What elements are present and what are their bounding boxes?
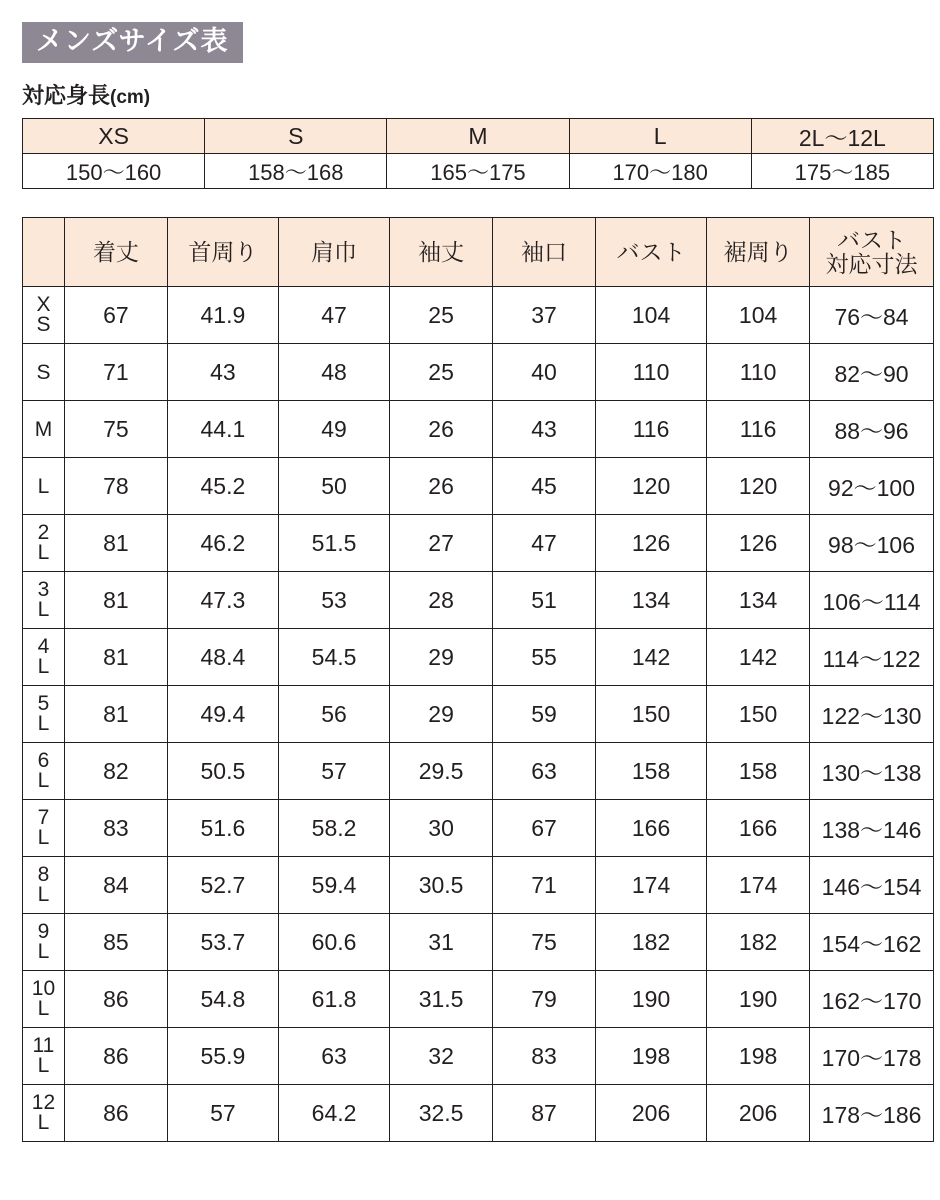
row-size-label-line1: 12 — [31, 1091, 56, 1115]
cell-kubimawari: 53.7 — [167, 914, 278, 971]
cell-bust-taio: 114〜122 — [810, 629, 934, 686]
size-col-sodetake — [390, 218, 493, 287]
cell-susomawari: 206 — [707, 1085, 810, 1142]
cell-bust: 150 — [595, 686, 706, 743]
size-col-susomawari-line1: 裾周り — [723, 238, 793, 265]
cell-kubimawari: 46.2 — [167, 515, 278, 572]
cell-bust-taio: 88〜96 — [810, 401, 934, 458]
height-col-s: S — [205, 119, 387, 154]
height-value-m: 165〜175 — [387, 154, 569, 189]
row-size-label — [23, 344, 65, 401]
cell-susomawari: 120 — [707, 458, 810, 515]
height-table — [22, 118, 934, 189]
size-table-body — [23, 287, 934, 1142]
row-size-label — [23, 1028, 65, 1085]
cell-kubimawari: 47.3 — [167, 572, 278, 629]
cell-susomawari: 116 — [707, 401, 810, 458]
cell-sodeguchi: 40 — [493, 344, 596, 401]
row-size-label-line2: L — [37, 940, 50, 963]
cell-kitake: 81 — [64, 572, 167, 629]
table-row — [23, 1085, 934, 1142]
row-size-label-line1: S — [36, 360, 51, 384]
cell-katahaba: 50 — [278, 458, 389, 515]
height-col-2l-12l: 2L〜12L — [751, 119, 933, 154]
row-size-label — [23, 914, 65, 971]
height-section-heading-unit: (cm) — [110, 87, 151, 108]
cell-sodetake: 32.5 — [390, 1085, 493, 1142]
cell-bust: 120 — [595, 458, 706, 515]
height-section-heading-text: 対応身長 — [22, 83, 111, 108]
cell-katahaba: 53 — [278, 572, 389, 629]
height-table-value-row — [23, 154, 934, 189]
cell-bust-taio: 92〜100 — [810, 458, 934, 515]
cell-bust-taio: 154〜162 — [810, 914, 934, 971]
cell-sodetake: 28 — [390, 572, 493, 629]
cell-sodeguchi: 87 — [493, 1085, 596, 1142]
cell-sodetake: 31 — [390, 914, 493, 971]
page-title: メンズサイズ表 — [22, 22, 243, 63]
table-row — [23, 857, 934, 914]
cell-bust-taio: 130〜138 — [810, 743, 934, 800]
height-col-xs: XS — [23, 119, 205, 154]
cell-sodetake: 25 — [390, 287, 493, 344]
table-row — [23, 629, 934, 686]
cell-bust: 190 — [595, 971, 706, 1028]
cell-bust: 142 — [595, 629, 706, 686]
cell-susomawari: 182 — [707, 914, 810, 971]
cell-kitake: 85 — [64, 914, 167, 971]
row-size-label-line1: 10 — [31, 977, 56, 1001]
cell-bust: 198 — [595, 1028, 706, 1085]
cell-bust: 166 — [595, 800, 706, 857]
row-size-label-line1: 9 — [37, 920, 50, 944]
row-size-label-line2: L — [37, 655, 50, 678]
height-table-header-row — [23, 119, 934, 154]
cell-sodeguchi: 83 — [493, 1028, 596, 1085]
row-size-label-line2: L — [37, 1054, 50, 1077]
cell-kitake: 81 — [64, 629, 167, 686]
cell-sodeguchi: 37 — [493, 287, 596, 344]
size-col-susomawari — [707, 218, 810, 287]
cell-katahaba: 61.8 — [278, 971, 389, 1028]
table-row — [23, 515, 934, 572]
cell-sodetake: 29 — [390, 629, 493, 686]
size-col-katahaba — [278, 218, 389, 287]
row-size-label — [23, 800, 65, 857]
cell-susomawari: 126 — [707, 515, 810, 572]
row-size-label-line2: L — [37, 883, 50, 906]
cell-bust-taio: 82〜90 — [810, 344, 934, 401]
cell-katahaba: 48 — [278, 344, 389, 401]
height-value-2l-12l: 175〜185 — [751, 154, 933, 189]
size-col-kitake — [64, 218, 167, 287]
cell-kubimawari: 49.4 — [167, 686, 278, 743]
cell-kubimawari: 48.4 — [167, 629, 278, 686]
size-col-bust — [595, 218, 706, 287]
cell-bust-taio: 138〜146 — [810, 800, 934, 857]
cell-susomawari: 150 — [707, 686, 810, 743]
table-row — [23, 572, 934, 629]
row-size-label-line2: S — [36, 313, 51, 336]
height-value-s: 158〜168 — [205, 154, 387, 189]
cell-kitake: 81 — [64, 515, 167, 572]
cell-kubimawari: 54.8 — [167, 971, 278, 1028]
height-col-m: M — [387, 119, 569, 154]
cell-sodeguchi: 79 — [493, 971, 596, 1028]
row-size-label-line2: L — [37, 826, 50, 849]
cell-susomawari: 158 — [707, 743, 810, 800]
row-size-label-line2: L — [37, 541, 50, 564]
table-row — [23, 800, 934, 857]
height-value-xs: 150〜160 — [23, 154, 205, 189]
cell-bust-taio: 98〜106 — [810, 515, 934, 572]
table-row — [23, 971, 934, 1028]
cell-sodetake: 30 — [390, 800, 493, 857]
cell-kubimawari: 57 — [167, 1085, 278, 1142]
row-size-label-line2: L — [37, 712, 50, 735]
cell-sodeguchi: 63 — [493, 743, 596, 800]
row-size-label — [23, 1085, 65, 1142]
cell-kubimawari: 43 — [167, 344, 278, 401]
cell-katahaba: 58.2 — [278, 800, 389, 857]
cell-kubimawari: 55.9 — [167, 1028, 278, 1085]
cell-sodetake: 26 — [390, 401, 493, 458]
cell-sodeguchi: 59 — [493, 686, 596, 743]
cell-bust: 110 — [595, 344, 706, 401]
cell-katahaba: 56 — [278, 686, 389, 743]
cell-kubimawari: 51.6 — [167, 800, 278, 857]
cell-bust-taio: 170〜178 — [810, 1028, 934, 1085]
cell-bust-taio: 122〜130 — [810, 686, 934, 743]
size-table-header-row — [23, 218, 934, 287]
cell-bust-taio: 162〜170 — [810, 971, 934, 1028]
row-size-label — [23, 287, 65, 344]
cell-sodetake: 29.5 — [390, 743, 493, 800]
cell-bust-taio: 76〜84 — [810, 287, 934, 344]
cell-bust: 182 — [595, 914, 706, 971]
cell-susomawari: 174 — [707, 857, 810, 914]
size-measurement-table — [22, 217, 934, 1142]
cell-bust: 126 — [595, 515, 706, 572]
cell-susomawari: 190 — [707, 971, 810, 1028]
height-col-l: L — [569, 119, 751, 154]
cell-sodetake: 31.5 — [390, 971, 493, 1028]
cell-kitake: 67 — [64, 287, 167, 344]
row-size-label — [23, 458, 65, 515]
cell-sodetake: 26 — [390, 458, 493, 515]
row-size-label-line1: M — [34, 417, 53, 441]
cell-kubimawari: 52.7 — [167, 857, 278, 914]
row-size-label — [23, 515, 65, 572]
cell-susomawari: 166 — [707, 800, 810, 857]
row-size-label-line1: 8 — [37, 863, 50, 887]
cell-kitake: 81 — [64, 686, 167, 743]
table-row — [23, 401, 934, 458]
size-col-bust-taio — [810, 218, 934, 287]
cell-kitake: 84 — [64, 857, 167, 914]
row-size-label — [23, 401, 65, 458]
row-size-label-line1: 5 — [37, 692, 50, 716]
cell-sodetake: 25 — [390, 344, 493, 401]
cell-katahaba: 59.4 — [278, 857, 389, 914]
cell-sodeguchi: 45 — [493, 458, 596, 515]
row-size-label-line1: L — [37, 474, 50, 498]
cell-sodeguchi: 67 — [493, 800, 596, 857]
size-table-corner — [23, 218, 65, 287]
cell-katahaba: 49 — [278, 401, 389, 458]
cell-sodeguchi: 43 — [493, 401, 596, 458]
cell-bust: 158 — [595, 743, 706, 800]
cell-kubimawari: 45.2 — [167, 458, 278, 515]
row-size-label-line2: L — [37, 769, 50, 792]
row-size-label — [23, 857, 65, 914]
cell-sodeguchi: 51 — [493, 572, 596, 629]
cell-susomawari: 142 — [707, 629, 810, 686]
cell-kitake: 71 — [64, 344, 167, 401]
cell-susomawari: 104 — [707, 287, 810, 344]
row-size-label-line1: 2 — [37, 521, 50, 545]
cell-susomawari: 110 — [707, 344, 810, 401]
size-col-bust-taio-line2: 対応寸法 — [825, 251, 918, 277]
row-size-label-line1: 3 — [37, 578, 50, 602]
cell-kitake: 83 — [64, 800, 167, 857]
cell-katahaba: 51.5 — [278, 515, 389, 572]
size-col-bust-line1: バスト — [616, 238, 686, 265]
cell-bust-taio: 146〜154 — [810, 857, 934, 914]
row-size-label-line1: 6 — [37, 749, 50, 773]
cell-kitake: 86 — [64, 1028, 167, 1085]
table-row — [23, 914, 934, 971]
size-col-sodeguchi — [493, 218, 596, 287]
cell-katahaba: 64.2 — [278, 1085, 389, 1142]
table-row — [23, 686, 934, 743]
size-col-kitake-line1: 着丈 — [92, 238, 139, 265]
row-size-label-line1: X — [36, 293, 51, 317]
cell-sodeguchi: 47 — [493, 515, 596, 572]
size-col-kubimawari-line1: 首周り — [188, 238, 258, 265]
height-section-heading — [22, 79, 926, 110]
row-size-label — [23, 572, 65, 629]
row-size-label-line2: L — [37, 997, 50, 1020]
cell-bust: 134 — [595, 572, 706, 629]
cell-bust-taio: 106〜114 — [810, 572, 934, 629]
cell-katahaba: 60.6 — [278, 914, 389, 971]
cell-kitake: 75 — [64, 401, 167, 458]
cell-sodetake: 32 — [390, 1028, 493, 1085]
size-col-kubimawari — [167, 218, 278, 287]
row-size-label — [23, 629, 65, 686]
cell-bust: 206 — [595, 1085, 706, 1142]
cell-sodetake: 29 — [390, 686, 493, 743]
cell-bust-taio: 178〜186 — [810, 1085, 934, 1142]
cell-kitake: 86 — [64, 1085, 167, 1142]
cell-bust: 116 — [595, 401, 706, 458]
row-size-label-line2: L — [37, 1111, 50, 1134]
cell-katahaba: 63 — [278, 1028, 389, 1085]
cell-sodetake: 30.5 — [390, 857, 493, 914]
cell-susomawari: 134 — [707, 572, 810, 629]
cell-katahaba: 47 — [278, 287, 389, 344]
cell-sodeguchi: 55 — [493, 629, 596, 686]
row-size-label — [23, 971, 65, 1028]
row-size-label-line1: 4 — [37, 635, 50, 659]
row-size-label-line1: 11 — [32, 1034, 55, 1058]
height-value-l: 170〜180 — [569, 154, 751, 189]
cell-kubimawari: 44.1 — [167, 401, 278, 458]
cell-katahaba: 54.5 — [278, 629, 389, 686]
cell-kitake: 86 — [64, 971, 167, 1028]
size-col-katahaba-line1: 肩巾 — [311, 238, 358, 265]
cell-kitake: 82 — [64, 743, 167, 800]
cell-sodeguchi: 71 — [493, 857, 596, 914]
cell-katahaba: 57 — [278, 743, 389, 800]
table-row — [23, 743, 934, 800]
cell-susomawari: 198 — [707, 1028, 810, 1085]
table-row — [23, 1028, 934, 1085]
size-col-bust-taio-line1: バスト — [837, 226, 907, 253]
table-row — [23, 458, 934, 515]
cell-sodeguchi: 75 — [493, 914, 596, 971]
cell-kitake: 78 — [64, 458, 167, 515]
cell-sodetake: 27 — [390, 515, 493, 572]
row-size-label — [23, 686, 65, 743]
cell-kubimawari: 50.5 — [167, 743, 278, 800]
cell-kubimawari: 41.9 — [167, 287, 278, 344]
row-size-label — [23, 743, 65, 800]
table-row — [23, 344, 934, 401]
table-row — [23, 287, 934, 344]
size-col-sodetake-line1: 袖丈 — [418, 238, 465, 265]
cell-bust: 174 — [595, 857, 706, 914]
row-size-label-line1: 7 — [37, 806, 50, 830]
row-size-label-line2: L — [37, 598, 50, 621]
cell-bust: 104 — [595, 287, 706, 344]
size-col-sodeguchi-line1: 袖口 — [521, 238, 568, 265]
